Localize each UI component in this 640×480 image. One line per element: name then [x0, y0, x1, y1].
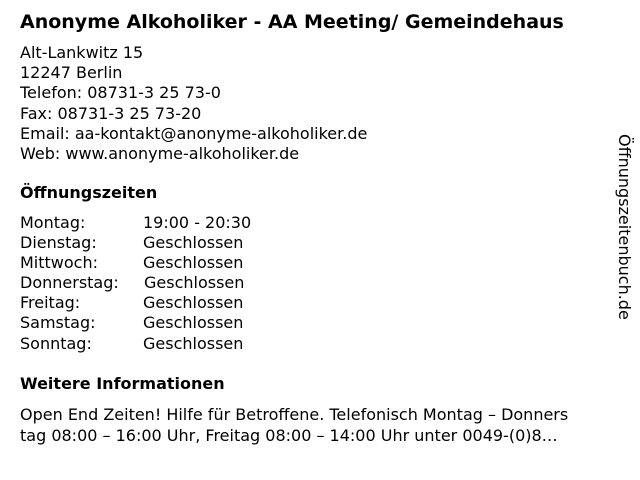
side-watermark-label: Öffnungszeitenbuch.de — [615, 134, 634, 320]
hours-time: Geschlossen — [143, 313, 244, 333]
hours-day: Mittwoch: — [20, 253, 98, 273]
hours-time: Geschlossen — [144, 273, 245, 293]
address-block — [20, 43, 367, 164]
hours-row — [20, 213, 320, 233]
hours-time: 19:00 - 20:30 — [143, 213, 252, 232]
hours-time: Geschlossen — [143, 253, 244, 273]
hours-day: Donnerstag: — [20, 273, 119, 293]
info-line: Open End Zeiten! Hilfe für Betroffene. Telefonisch Montag – Donners — [20, 405, 569, 424]
address-city: 12247 Berlin — [20, 63, 123, 83]
hours-row — [20, 233, 320, 253]
hours-day: Samstag: — [20, 313, 96, 333]
info-text — [20, 404, 623, 446]
hours-row — [20, 293, 320, 313]
address-fax: Fax: 08731-3 25 73-20 — [20, 103, 202, 123]
hours-day: Freitag: — [20, 293, 81, 313]
hours-time: Geschlossen — [143, 293, 244, 313]
info-heading: Weitere Informationen — [20, 374, 225, 393]
hours-row — [20, 253, 320, 273]
hours-day: Montag: — [20, 213, 86, 232]
address-phone[interactable]: Telefon: 08731-3 25 73-0 — [20, 83, 221, 103]
address-street: Alt-Lankwitz 15 — [20, 43, 144, 62]
hours-row — [20, 273, 320, 293]
hours-table — [20, 213, 320, 354]
hours-heading: Öffnungszeiten — [20, 183, 158, 202]
hours-day: Sonntag: — [20, 333, 92, 353]
hours-time: Geschlossen — [143, 333, 244, 353]
address-web[interactable]: Web: www.anonyme-alkoholiker.de — [20, 143, 300, 163]
hours-day: Dienstag: — [20, 233, 97, 253]
address-email[interactable]: Email: aa-kontakt@anonyme-alkoholiker.de — [20, 123, 368, 143]
page-title: Anonyme Alkoholiker - AA Meeting/ Gemeindehaus — [20, 11, 564, 33]
hours-row — [20, 313, 320, 333]
hours-row — [20, 334, 320, 354]
hours-time: Geschlossen — [143, 233, 244, 253]
info-line: tag 08:00 – 16:00 Uhr, Freitag 08:00 – 14:00 Uhr unter 0049-(0)8… — [20, 426, 558, 445]
